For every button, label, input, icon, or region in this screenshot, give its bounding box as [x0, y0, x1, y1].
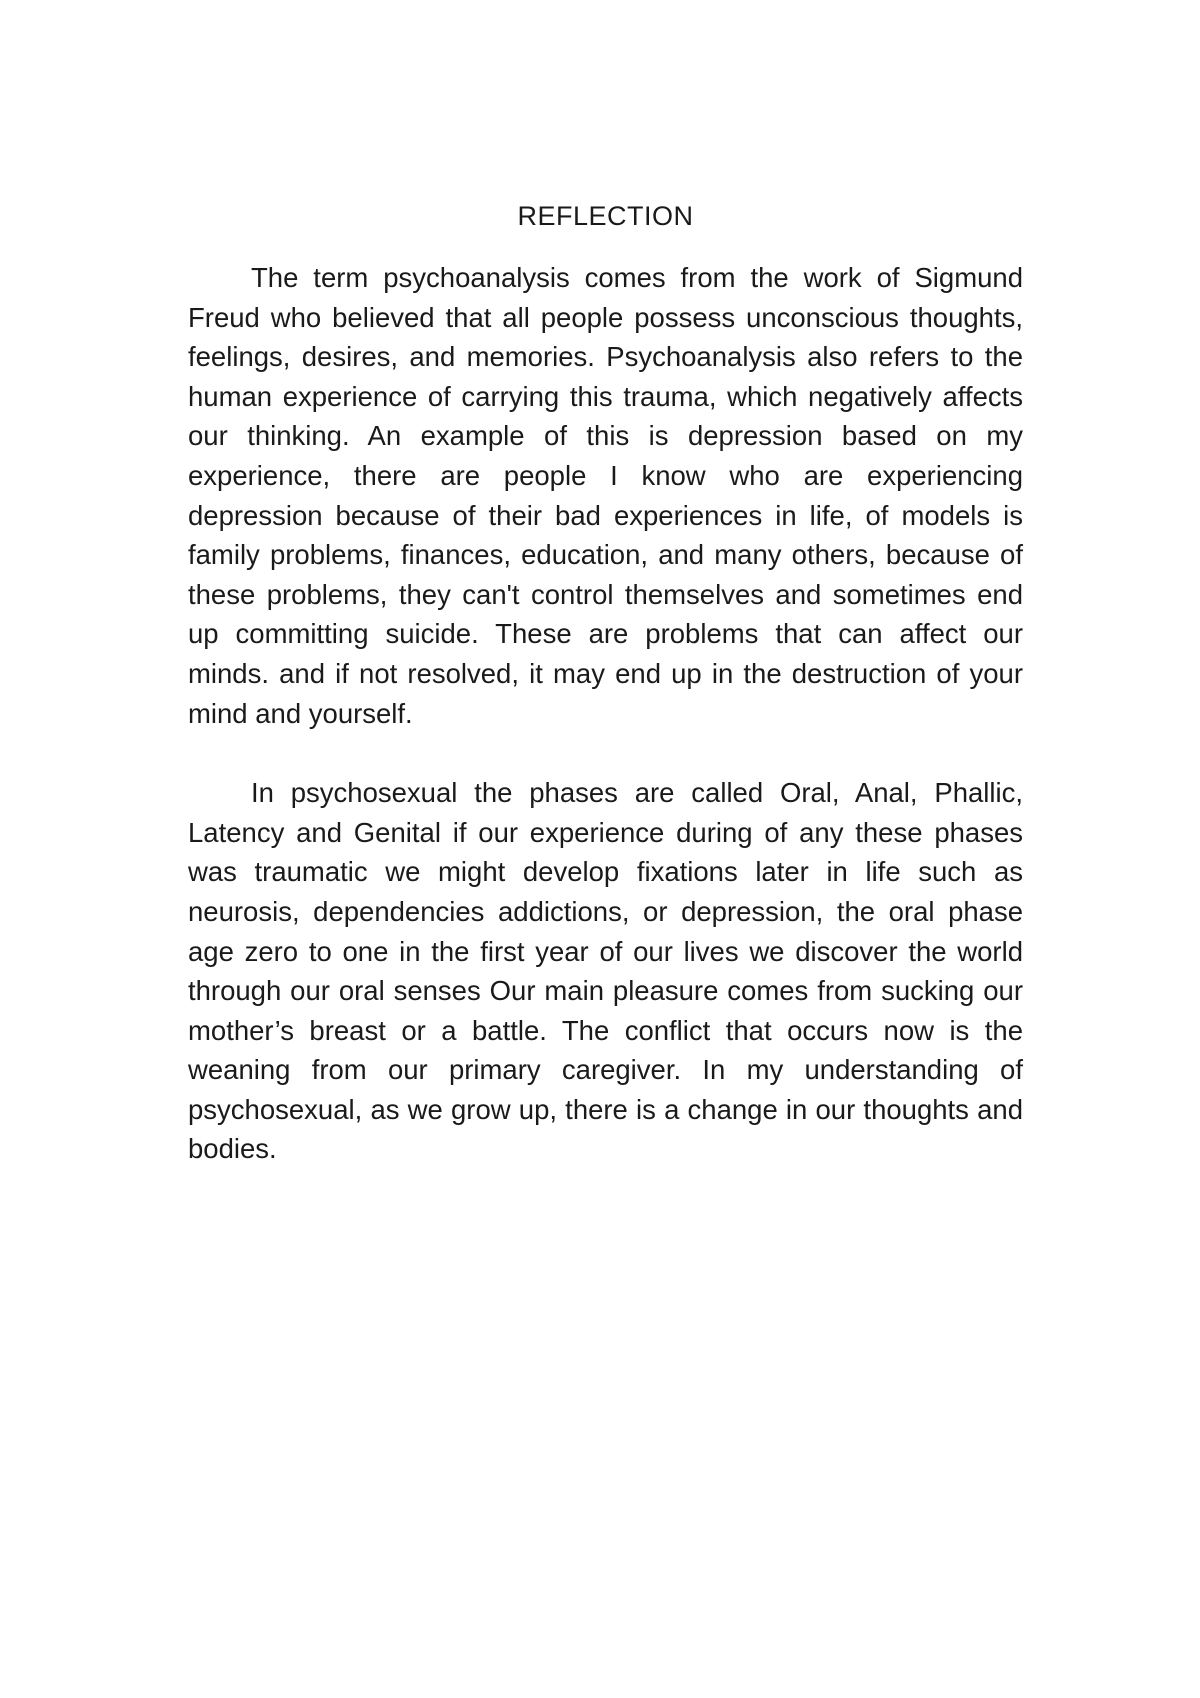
document-title: REFLECTION	[517, 201, 694, 231]
paragraph-psychoanalysis: The term psychoanalysis comes from the work of Sigmund Freud who believed that all people possess unconscious thoughts, feelings, desires, and memories. Psychoanalysis also refers to the human experience of carrying this trauma, which negatively affects our thinking. An example of this is depression based on my experience, there are people I know who are experiencing depression because of their bad experiences in life, of models is family problems, finances, education, and many others, because of these problems, they can't control themselves and sometimes end up committing suicide. These are problems that can affect our minds. and if not resolved, it may end up in the destruction of your mind and yourself.	[188, 262, 1023, 729]
document-body	[188, 196, 1023, 1169]
paragraph-psychosexual: In psychosexual the phases are called Oral, Anal, Phallic, Latency and Genital if our experience during of any these phases was traumatic we might develop fixations later in life such as neurosis, dependencies addictions, or depression, the oral phase age zero to one in the first year of our lives we discover the world through our oral senses Our main pleasure comes from sucking our mother’s breast or a battle. The conflict that occurs now is the weaning from our primary caregiver. In my understanding of psychosexual, as we grow up, there is a change in our thoughts and bodies.	[188, 777, 1023, 1165]
